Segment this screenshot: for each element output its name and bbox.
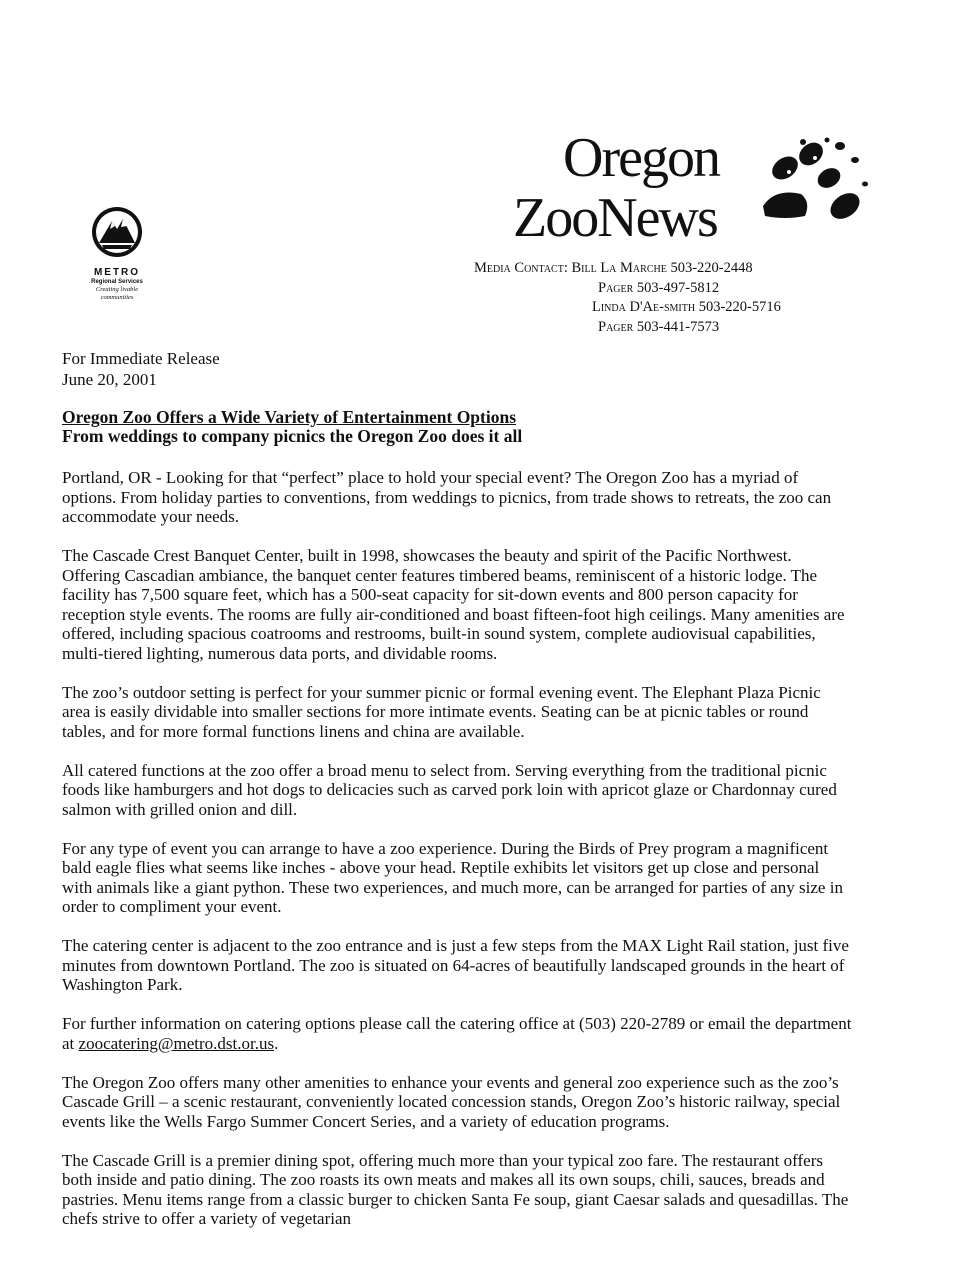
- paw-print-icon: [745, 132, 875, 232]
- masthead-line-1: Oregon: [563, 127, 719, 189]
- media-contact-label: Media Contact:: [474, 260, 568, 276]
- catering-email-link[interactable]: zoocatering@metro.dst.or.us: [78, 1033, 275, 1053]
- metro-logo: [72, 205, 162, 301]
- metro-tagline-2: communities: [100, 294, 134, 301]
- paragraph-7-end: .: [274, 1033, 279, 1053]
- paragraph-4: All catered functions at the zoo offer a broad menu to select from. Serving everything from the traditional picnic foods like hamburgers and hot dogs to delicacies such as carved pork loin with apricot glaze or Chardonnay cured salmon with grilled onion and dill.: [62, 760, 837, 819]
- media-contact-2: Linda D'Ae-smith 503-220-5716: [592, 299, 781, 315]
- paragraph-2: The Cascade Crest Banquet Center, built in 1998, showcases the beauty and spirit of the Pacific Northwest. Offering Cascadian ambiance, the banquet center features timbered beams, reminiscent of a historic lodge. The facility has 7,500 square feet, which has a 500-seat capacity for sit-down events and 800 person capacity for reception style events. The rooms are fully air-conditioned and boast fifteen-foot high ceilings. Many amenities are offered, including spacious coatrooms and restrooms, built-in sound system, complete audiovisual capabilities, multi-tiered lighting, numerous data ports, and dividable rooms.: [62, 546, 845, 663]
- zoonews-masthead: [505, 128, 885, 258]
- article-body: [62, 468, 852, 1248]
- headline-block: [62, 408, 522, 446]
- metro-subtitle: Regional Services: [91, 279, 143, 285]
- paragraph-5: For any type of event you can arrange to have a zoo experience. During the Birds of Prey program a magnificent bald eagle flies what seems like inches - above your head. Reptile exhibits let visitors get up close and personal with animals like a giant python. These two experiences, and much more, can be arranged for parties of any size in order to compliment your event.: [62, 838, 843, 916]
- media-pager-1: Pager 503-497-5812: [598, 279, 720, 296]
- metro-name: METRO: [93, 267, 141, 278]
- paragraph-1: Portland, OR - Looking for that “perfect” place to hold your special event? The Oregon Zoo has a myriad of options. From holiday parties to conventions, from weddings to picnics, from trade shows to retreats, the zoo can accommodate your needs.: [62, 468, 832, 526]
- headline-title: Oregon Zoo Offers a Wide Variety of Entertainment Options: [62, 407, 517, 427]
- masthead-line-2: ZooNews: [513, 187, 717, 249]
- release-info: [62, 348, 220, 390]
- paragraph-8: The Oregon Zoo offers many other amenities to enhance your events and general zoo experience such as the zoo’s Cascade Grill – a scenic restaurant, conveniently located concession stands, Oregon Zoo’s historic railway, special events like the Wells Fargo Summer Concert Series, and a variety of education programs.: [62, 1072, 841, 1131]
- paragraph-7: [62, 1014, 852, 1053]
- metro-mountain-icon: [90, 205, 144, 259]
- paragraph-3: The zoo’s outdoor setting is perfect for your summer picnic or formal evening event. The Elephant Plaza Picnic area is easily dividable into smaller sections for more intimate events. Seating can be at picnic tables or round tables, and for more formal functions linens and china are available.: [62, 682, 821, 741]
- metro-tagline-1: Creating livable: [95, 286, 139, 293]
- release-date: June 20, 2001: [62, 370, 157, 389]
- headline-subtitle: From weddings to company picnics the Oregon Zoo does it all: [62, 426, 523, 446]
- media-contact-row: [474, 259, 781, 279]
- paragraph-9: The Cascade Grill is a premier dining spot, offering much more than your typical zoo fare. The restaurant offers both inside and patio dining. The zoo roasts its own meats and makes all its own soups, chili, sauces, breads and pastries. Menu items range from a classic burger to chicken Santa Fe soup, giant Caesar salads and quesadillas. The chefs strive to offer a variety of vegetarian: [62, 1150, 849, 1228]
- paragraph-7-text: For further information on catering options please call the catering office at (503) 220-2789 or email the department at: [62, 1014, 852, 1053]
- paragraph-6: The catering center is adjacent to the zoo entrance and is just a few steps from the MAX Light Rail station, just five minutes from downtown Portland. The zoo is situated on 64-acres of beautifully landscaped grounds in the heart of Washington Park.: [62, 936, 849, 994]
- media-pager-2: Pager 503-441-7573: [598, 318, 720, 335]
- media-contact-1: Bill La Marche 503-220-2448: [571, 260, 753, 276]
- media-contact-block: [474, 259, 781, 337]
- release-label: For Immediate Release: [62, 349, 220, 368]
